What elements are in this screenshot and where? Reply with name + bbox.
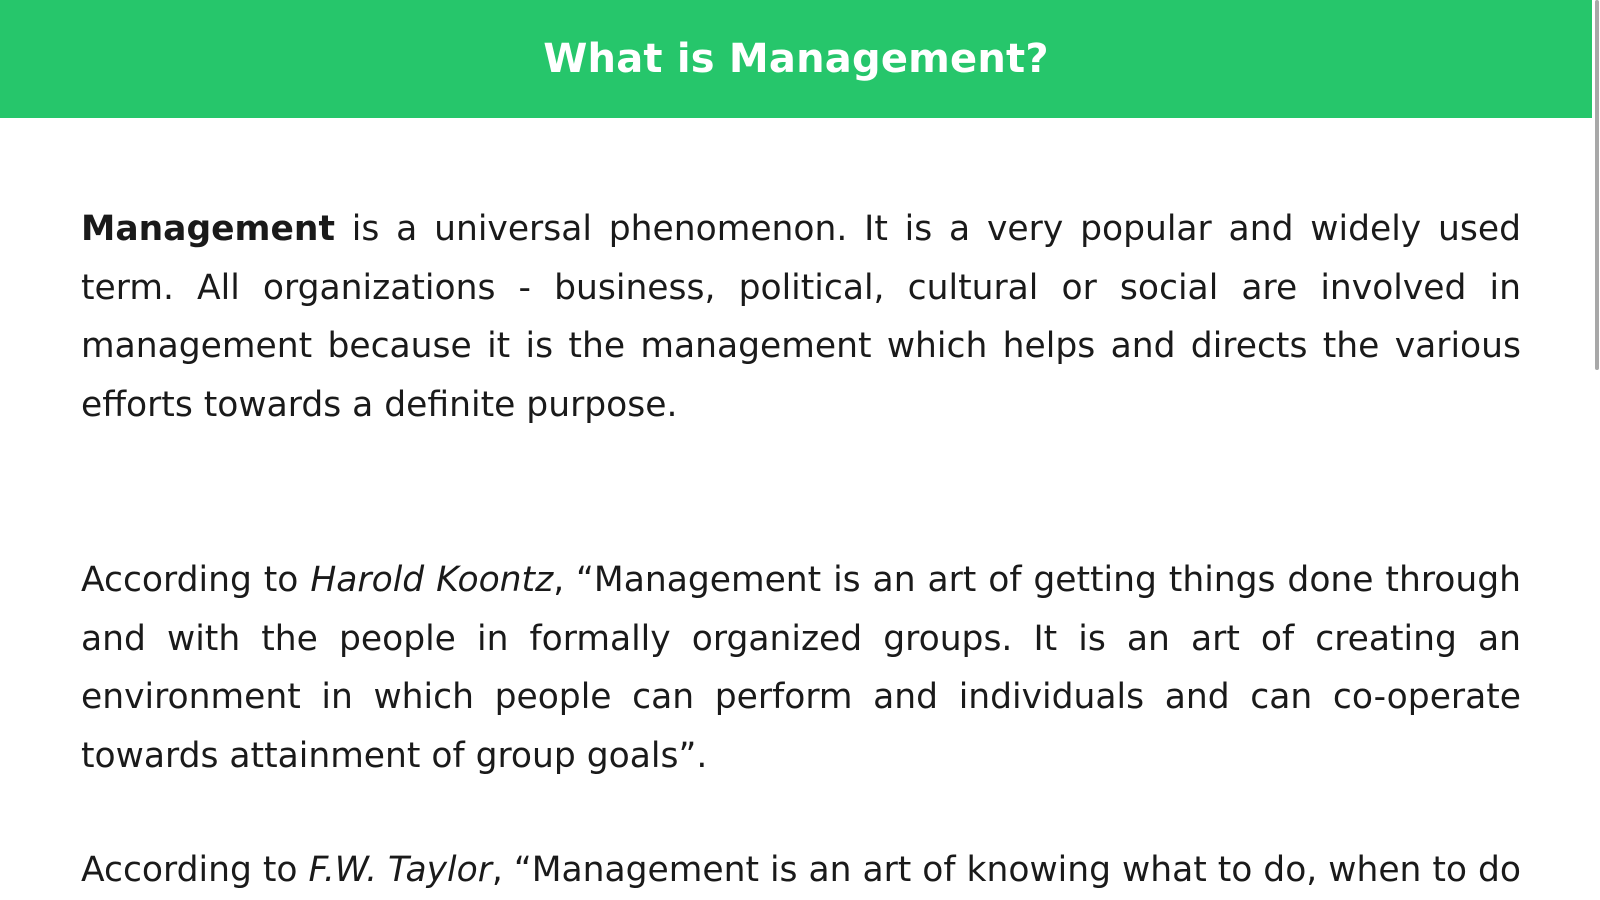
scrollbar-thumb[interactable] <box>1595 0 1599 370</box>
scrollbar[interactable] <box>1592 0 1600 900</box>
paragraph-koontz <box>81 551 1521 785</box>
author-koontz: Harold Koontz <box>310 560 554 600</box>
paragraph-definition <box>81 200 1521 434</box>
koontz-prefix: According to <box>81 560 311 600</box>
term-management: Management <box>81 209 335 249</box>
author-taylor: F.W. Taylor <box>308 850 492 890</box>
taylor-prefix: According to <box>81 850 309 890</box>
page-title: What is Management? <box>543 36 1049 82</box>
app-header <box>0 0 1592 118</box>
koontz-quote: , “Management is an art of getting things done through and with the people in formally organized groups. It is an art of creating an environment in which people can perform and individuals and can co-operate towards attainment of group goals”. <box>81 560 1521 776</box>
article-body <box>81 200 1521 900</box>
paragraph-taylor <box>81 841 1521 900</box>
paragraph-definition-text: is a universal phenomenon. It is a very popular and widely used term. All organizations - business, political, cultural or social are involved in management because it is the management which helps and directs the various efforts towards a definite purpose. <box>81 209 1521 425</box>
taylor-quote: , “Management is an art of knowing what to do, when to do <box>491 850 1521 890</box>
